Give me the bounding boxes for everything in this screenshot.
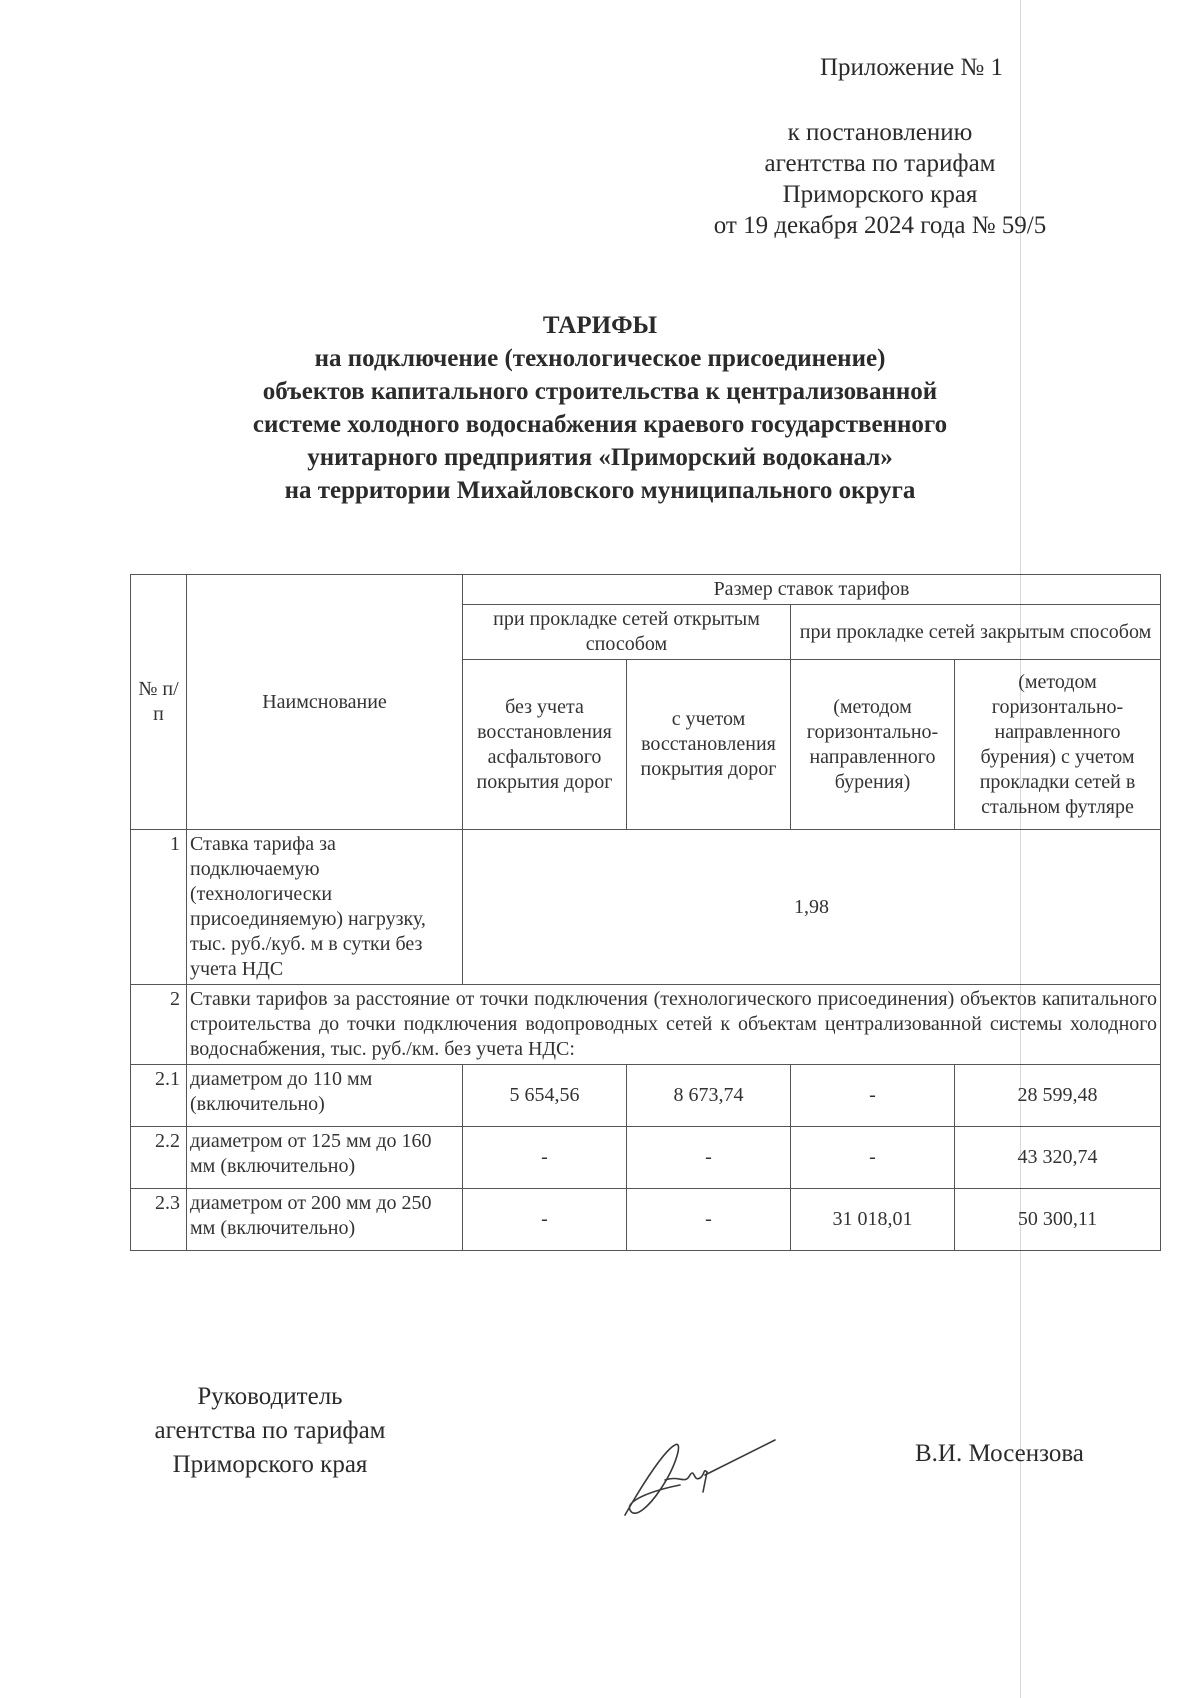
header-num: № п/п xyxy=(131,575,187,830)
header-rates-size: Размер ставок тарифов xyxy=(463,575,1161,605)
cell-value: 8 673,74 xyxy=(627,1065,791,1127)
tariffs-table xyxy=(130,574,1161,1251)
cell-value: 43 320,74 xyxy=(955,1127,1161,1189)
header-col4: (методом горизонтально-направленного бурения) с учетом прокладки сетей в стальном футляре xyxy=(955,660,1161,830)
position-line: Приморского края xyxy=(172,1451,368,1478)
header-col3: (методом горизонтально-направленного бурения) xyxy=(791,660,955,830)
header-name: Наимснование xyxy=(187,575,463,830)
row-name: диаметром до 110 мм (включительно) xyxy=(187,1065,463,1127)
document-title xyxy=(150,309,1050,507)
title-line: на территории Михайловского муниципального округа xyxy=(284,477,916,504)
title-line: унитарного предприятия «Приморский водоканал» xyxy=(307,444,893,471)
cell-value: - xyxy=(463,1189,627,1251)
position-line: агентства по тарифам xyxy=(154,1417,386,1444)
title-line: на подключение (технологическое присоединение) xyxy=(314,345,886,372)
header-col2: с учетом восстановления покрытия дорог xyxy=(627,660,791,830)
position-line: Руководитель xyxy=(197,1383,343,1410)
header-col1: без учета восстановления асфальтового покрытия дорог xyxy=(463,660,627,830)
row-num: 2.1 xyxy=(131,1065,187,1127)
table-row xyxy=(131,1127,1161,1189)
row-num: 2 xyxy=(131,985,187,1065)
header-line: к постановлению xyxy=(787,119,973,146)
title-line: объектов капитального строительства к централизованной xyxy=(262,378,938,405)
row-description: Ставки тарифов за расстояние от точки подключения (технологического присоединения) объектов капитального строительства до точки подключения водопроводных сетей к объектам централизованной системы холодного водоснабжения, тыс. руб./км. без учета НДС: xyxy=(187,985,1161,1065)
cell-value: - xyxy=(627,1189,791,1251)
row-name: диаметром от 125 мм до 160 мм (включительно) xyxy=(187,1127,463,1189)
row-num: 1 xyxy=(131,830,187,985)
annex-number: Приложение № 1 xyxy=(820,54,1004,81)
table-row xyxy=(131,1189,1161,1251)
title-main: ТАРИФЫ xyxy=(542,312,658,339)
table-row xyxy=(131,1065,1161,1127)
title-line: системе холодного водоснабжения краевого государственного xyxy=(252,411,948,438)
cell-value: - xyxy=(791,1065,955,1127)
row-num: 2.2 xyxy=(131,1127,187,1189)
cell-value: - xyxy=(463,1127,627,1189)
cell-value: 31 018,01 xyxy=(791,1189,955,1251)
cell-value: - xyxy=(627,1127,791,1189)
row-value: 1,98 xyxy=(463,830,1161,985)
header-line: агентства по тарифам xyxy=(764,150,996,177)
cell-value: 50 300,11 xyxy=(955,1189,1161,1251)
handwritten-signature xyxy=(605,1420,785,1540)
signatory-name: В.И. Мосензова xyxy=(915,1440,1084,1467)
row-name: диаметром от 200 мм до 250 мм (включительно) xyxy=(187,1189,463,1251)
header-line: от 19 декабря 2024 года № 59/5 xyxy=(713,212,1047,239)
row-num: 2.3 xyxy=(131,1189,187,1251)
header-open-method: при прокладке сетей открытым способом xyxy=(463,605,791,660)
signatory-position xyxy=(120,1380,420,1482)
cell-value: - xyxy=(791,1127,955,1189)
cell-value: 28 599,48 xyxy=(955,1065,1161,1127)
header-line: Приморского края xyxy=(782,181,978,208)
cell-value: 5 654,56 xyxy=(463,1065,627,1127)
header-closed-method: при прокладке сетей закрытым способом xyxy=(791,605,1161,660)
row-name: Ставка тарифа за подключаемую (технологически присоединяемую) нагрузку, тыс. руб./куб. м в сутки без учета НДС xyxy=(187,830,463,985)
